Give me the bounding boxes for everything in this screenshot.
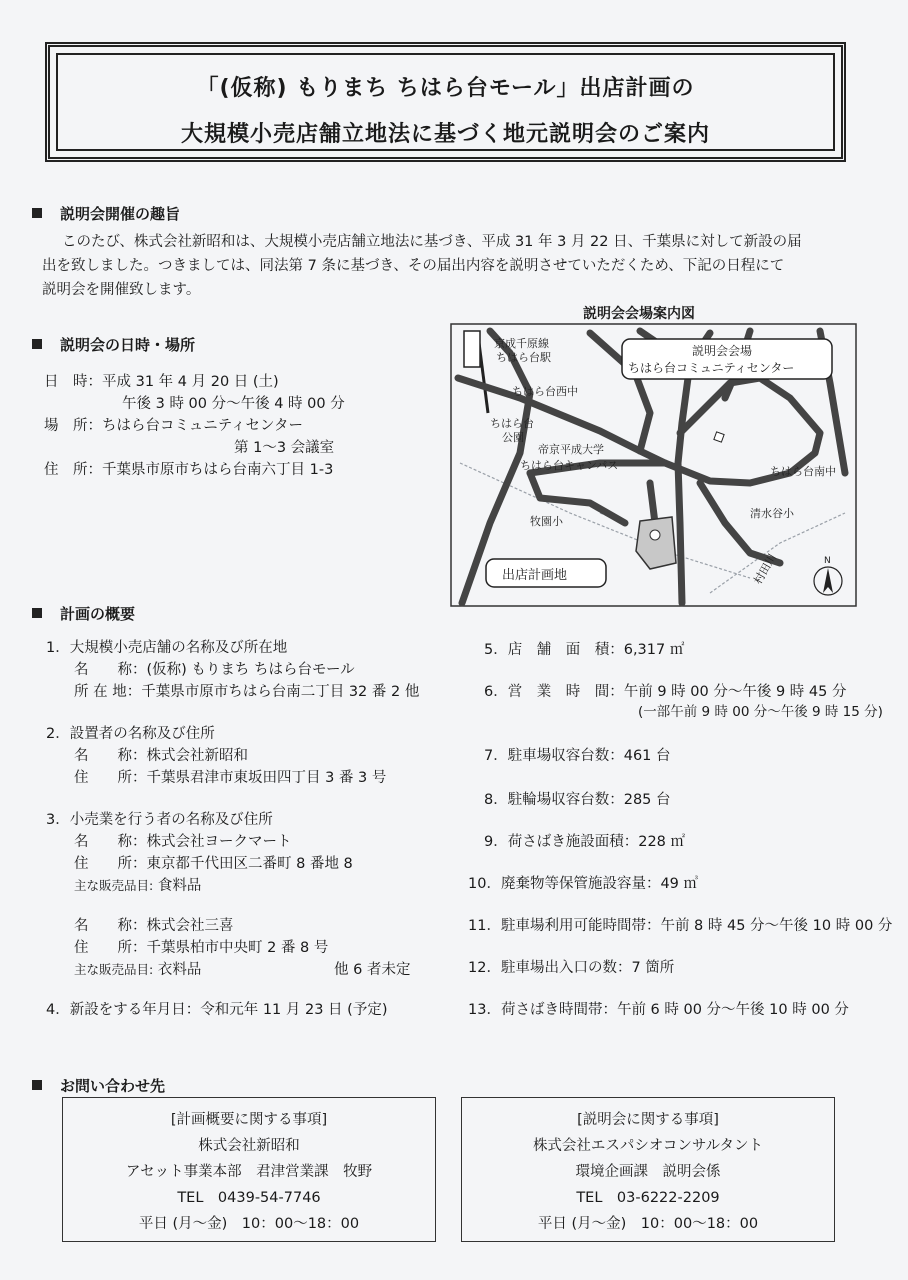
- contact-box-plan: [62, 1097, 436, 1242]
- svg-text:N: N: [824, 556, 831, 566]
- contact-plan-company: 株式会社新昭和: [198, 1138, 300, 1154]
- item-12: 12．駐車場出入口の数：7 箇所: [468, 960, 675, 976]
- label-university-1: 帝京平成大学: [538, 443, 604, 456]
- item-8: 8．駐輪場収容台数：285 台: [484, 792, 671, 808]
- purpose-line-1: このたび、株式会社新昭和は、大規模小売店舗立地法に基づき、平成 31 年 3 月 22 日、千葉県に対して新設の届: [62, 234, 802, 250]
- item-3-products-2: 主な販売品目: 衣料品: [74, 962, 202, 978]
- label-park-2: 公園: [502, 431, 524, 444]
- label-murata-river: 村田川: [751, 551, 780, 587]
- contact-meeting-company: 株式会社エスパシオコンサルタント: [532, 1138, 764, 1154]
- item-7: 7．駐車場収容台数：461 台: [484, 748, 671, 764]
- item-1-location: 所 在 地：千葉県市原市ちはら台南二丁目 32 番 2 他: [74, 684, 420, 700]
- label-university-2: ちはら台キャンパス: [520, 459, 619, 472]
- venue-callout-name: ちはら台コミュニティセンター: [628, 361, 795, 375]
- item-1-title: 1．大規模小売店舗の名称及び所在地: [46, 640, 288, 656]
- square-bullet-icon: [32, 339, 42, 349]
- contact-plan-tel: TEL 0439-54-7746: [177, 1190, 321, 1206]
- label-nishi-junior-high: ちはら台西中: [512, 385, 578, 398]
- schedule-address: 住 所：千葉県市原市ちはら台南六丁目 1-3: [44, 462, 334, 478]
- contact-plan-dept: アセット事業本部 君津営業課 牧野: [125, 1164, 373, 1180]
- contact-heading: お問い合わせ先: [32, 1075, 165, 1096]
- square-bullet-icon: [32, 608, 42, 618]
- station-building: [464, 331, 480, 367]
- overview-heading: 計画の概要: [32, 603, 135, 624]
- item-10: 10．廃棄物等保管施設容量：49 ㎥: [468, 876, 699, 892]
- venue-map: [450, 323, 857, 607]
- venue-callout-title: 説明会会場: [692, 344, 753, 358]
- item-2-address: 住 所：千葉県君津市東坂田四丁目 3 番 3 号: [74, 770, 387, 786]
- purpose-heading: 説明会開催の趣旨: [32, 203, 180, 224]
- contact-meeting-dept: 環境企画課 説明会係: [575, 1164, 721, 1180]
- item-4: 4．新設をする年月日：令和元年 11 月 23 日 (予定): [46, 1002, 388, 1018]
- item-2-name: 名 称：株式会社新昭和: [74, 748, 248, 764]
- label-chiharadai-station: ちはら台駅: [496, 351, 551, 364]
- schedule-room: 第 1～3 会議室: [234, 440, 335, 456]
- purpose-line-2: 出を致しました。つきましては、同法第 7 条に基づき、その届出内容を説明させていただくため、下記の日程にて: [42, 258, 785, 274]
- title-line-2: 大規模小売店舗立地法に基づく地元説明会のご案内: [180, 122, 710, 147]
- title-box: [45, 42, 846, 162]
- item-3-products-1: 主な販売品目: 食料品: [74, 878, 202, 894]
- item-3-name-1: 名 称：株式会社ヨークマート: [74, 834, 292, 850]
- label-park-1: ちはら台: [490, 417, 534, 430]
- square-bullet-icon: [32, 208, 42, 218]
- schedule-heading: 説明会の日時・場所: [32, 334, 195, 355]
- contact-meeting-title: [説明会に関する事項]: [577, 1112, 719, 1128]
- item-6-note: (一部午前 9 時 00 分～午後 9 時 15 分): [638, 704, 883, 720]
- contact-plan-title: [計画概要に関する事項]: [170, 1112, 328, 1128]
- item-3-title: 3．小売業を行う者の名称及び住所: [46, 812, 273, 828]
- item-3-address-1: 住 所：東京都千代田区二番町 8 番地 8: [74, 856, 353, 872]
- site-marker-icon: [650, 530, 660, 540]
- contact-meeting-tel: TEL 03-6222-2209: [576, 1190, 720, 1206]
- square-bullet-icon: [32, 1080, 42, 1090]
- item-13: 13．荷さばき時間帯：午前 6 時 00 分～午後 10 時 00 分: [468, 1002, 849, 1018]
- site-callout-label: 出店計画地: [502, 568, 568, 583]
- purpose-text: [42, 230, 872, 302]
- item-3-address-2: 住 所：千葉県柏市中央町 2 番 8 号: [74, 940, 329, 956]
- label-minami-junior-high: ちはら台南中: [770, 465, 836, 478]
- schedule-place: 場 所：ちはら台コミュニティセンター: [44, 418, 303, 434]
- item-3-name-2: 名 称：株式会社三喜: [74, 918, 234, 934]
- item-6: 6．営 業 時 間：午前 9 時 00 分～午後 9 時 45 分: [484, 684, 847, 700]
- title-line-1: 「(仮称) もりまち ちはら台モール」出店計画の: [196, 76, 695, 101]
- contact-box-meeting: [461, 1097, 835, 1242]
- purpose-line-3: 説明会を開催致します。: [42, 282, 201, 298]
- schedule-time: 午後 3 時 00 分～午後 4 時 00 分: [122, 396, 345, 412]
- label-makizono-elementary: 牧園小: [530, 515, 563, 528]
- label-shimizudani-elementary: 清水谷小: [750, 507, 794, 520]
- item-2-title: 2．設置者の名称及び住所: [46, 726, 215, 742]
- contact-meeting-hours: 平日 (月～金) 10：00～18：00: [537, 1216, 759, 1232]
- item-11: 11．駐車場利用可能時間帯：午前 8 時 45 分～午後 10 時 00 分: [468, 918, 893, 934]
- item-1-name: 名 称：(仮称) もりまち ちはら台モール: [74, 662, 355, 678]
- map-caption: 説明会会場案内図: [583, 306, 695, 322]
- contact-plan-hours: 平日 (月～金) 10：00～18：00: [138, 1216, 360, 1232]
- label-keisei-line: 京成千原線: [494, 337, 549, 350]
- item-9: 9．荷さばき施設面積：228 ㎡: [484, 834, 686, 850]
- schedule-date: 日 時：平成 31 年 4 月 20 日 (土): [44, 374, 279, 390]
- item-5: 5．店 舗 面 積：6,317 ㎡: [484, 642, 685, 658]
- item-3-others: 他 6 者未定: [334, 962, 411, 978]
